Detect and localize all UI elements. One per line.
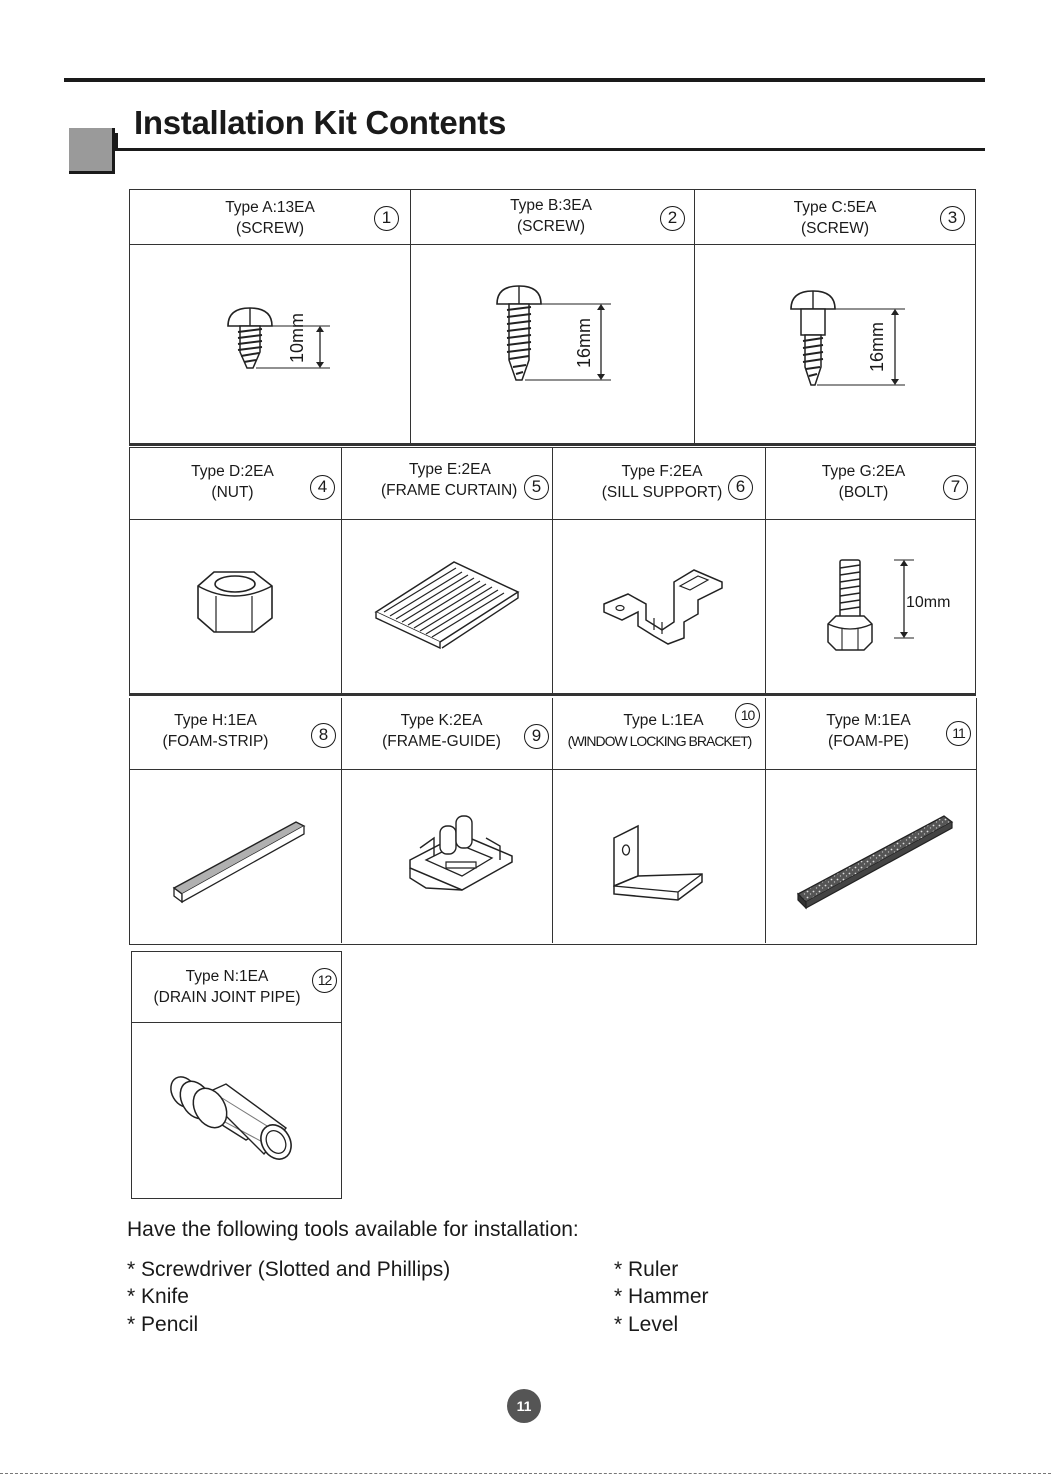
kit-item-9 <box>342 698 553 943</box>
item-number: 4 <box>310 475 335 500</box>
item-name: (SILL SUPPORT) <box>601 484 723 501</box>
item-name: (SCREW) <box>516 218 586 235</box>
item-dimension: 10mm <box>287 312 307 363</box>
item-name: (SCREW) <box>235 220 305 237</box>
sill-support-icon <box>598 560 728 650</box>
item-number: 3 <box>940 206 965 231</box>
drain-joint-pipe-icon <box>162 1070 302 1170</box>
item-type: Type C:5EA <box>793 199 877 216</box>
nut-icon <box>192 566 282 641</box>
screw-short-icon <box>220 300 340 380</box>
frame-guide-icon <box>400 798 520 898</box>
page-number: 11 <box>507 1389 541 1423</box>
frame-curtain-icon <box>372 556 522 651</box>
item-name: (SCREW) <box>800 220 870 237</box>
row-divider <box>129 444 976 446</box>
item-name: (FRAME-GUIDE) <box>382 733 501 750</box>
item-type: Type K:2EA <box>400 712 483 729</box>
item-type: Type D:2EA <box>191 463 274 480</box>
bottom-dashed-line <box>0 1473 1051 1474</box>
kit-item-4 <box>130 448 342 693</box>
tool-item: * Ruler <box>614 1258 679 1281</box>
kit-item-2 <box>411 190 695 443</box>
item-number: 6 <box>728 475 753 500</box>
item-type: Type H:1EA <box>174 712 257 729</box>
item-number: 11 <box>946 721 971 746</box>
kit-table-row-2 <box>129 447 976 694</box>
section-marker <box>69 128 115 174</box>
item-name: (BOLT) <box>838 484 889 501</box>
item-name: (FOAM-STRIP) <box>162 733 269 750</box>
item-type: Type B:3EA <box>510 197 592 214</box>
item-type: Type G:2EA <box>821 463 906 480</box>
kit-item-7 <box>766 448 976 693</box>
item-name: (FOAM-PE) <box>828 733 909 750</box>
item-number: 1 <box>374 206 399 231</box>
kit-item-10 <box>553 698 766 943</box>
kit-table-row-3 <box>129 698 977 945</box>
item-name: (DRAIN JOINT PIPE) <box>153 989 301 1006</box>
item-number: 10 <box>735 703 760 728</box>
title-rule <box>115 148 985 151</box>
item-number: 5 <box>524 475 549 500</box>
item-type: Type E:2EA <box>409 461 491 478</box>
screw-shoulder-icon <box>785 285 925 395</box>
item-dimension: 16mm <box>867 321 887 372</box>
kit-item-6 <box>553 448 766 693</box>
item-type: Type M:1EA <box>826 712 911 729</box>
tool-item: * Hammer <box>614 1285 709 1308</box>
top-rule <box>64 78 985 82</box>
item-type: Type L:1EA <box>623 712 704 729</box>
item-name: (NUT) <box>211 484 254 501</box>
foam-pe-icon <box>794 812 959 912</box>
row-divider <box>129 694 976 696</box>
item-number: 7 <box>943 475 968 500</box>
screw-long-icon <box>491 280 631 390</box>
item-dimension: 16mm <box>574 317 594 368</box>
locking-bracket-icon <box>608 818 708 908</box>
item-dimension: 10mm <box>906 594 951 611</box>
kit-item-11 <box>766 698 977 943</box>
item-number: 12 <box>312 968 337 993</box>
tools-heading: Have the following tools available for installation: <box>127 1218 579 1241</box>
item-type: Type A:13EA <box>225 199 315 216</box>
tool-item: * Level <box>614 1313 679 1336</box>
kit-item-12 <box>131 951 342 1199</box>
page-title: Installation Kit Contents <box>134 104 507 141</box>
item-number: 2 <box>660 206 685 231</box>
tool-item: * Pencil <box>127 1313 199 1336</box>
kit-item-5 <box>342 448 553 693</box>
item-name: (FRAME CURTAIN) <box>381 482 518 499</box>
item-type: Type F:2EA <box>621 463 703 480</box>
tool-item: * Knife <box>127 1285 189 1308</box>
kit-item-8 <box>130 698 342 943</box>
kit-table-row-1 <box>129 189 976 444</box>
item-number: 9 <box>524 724 549 749</box>
item-name: (WINDOW LOCKING BRACKET) <box>567 733 752 749</box>
foam-strip-icon <box>170 818 310 908</box>
kit-item-3 <box>695 190 976 443</box>
item-number: 8 <box>311 723 336 748</box>
tool-item: * Screwdriver (Slotted and Phillips) <box>127 1258 451 1281</box>
kit-item-1 <box>130 190 411 443</box>
item-type: Type N:1EA <box>185 968 269 985</box>
